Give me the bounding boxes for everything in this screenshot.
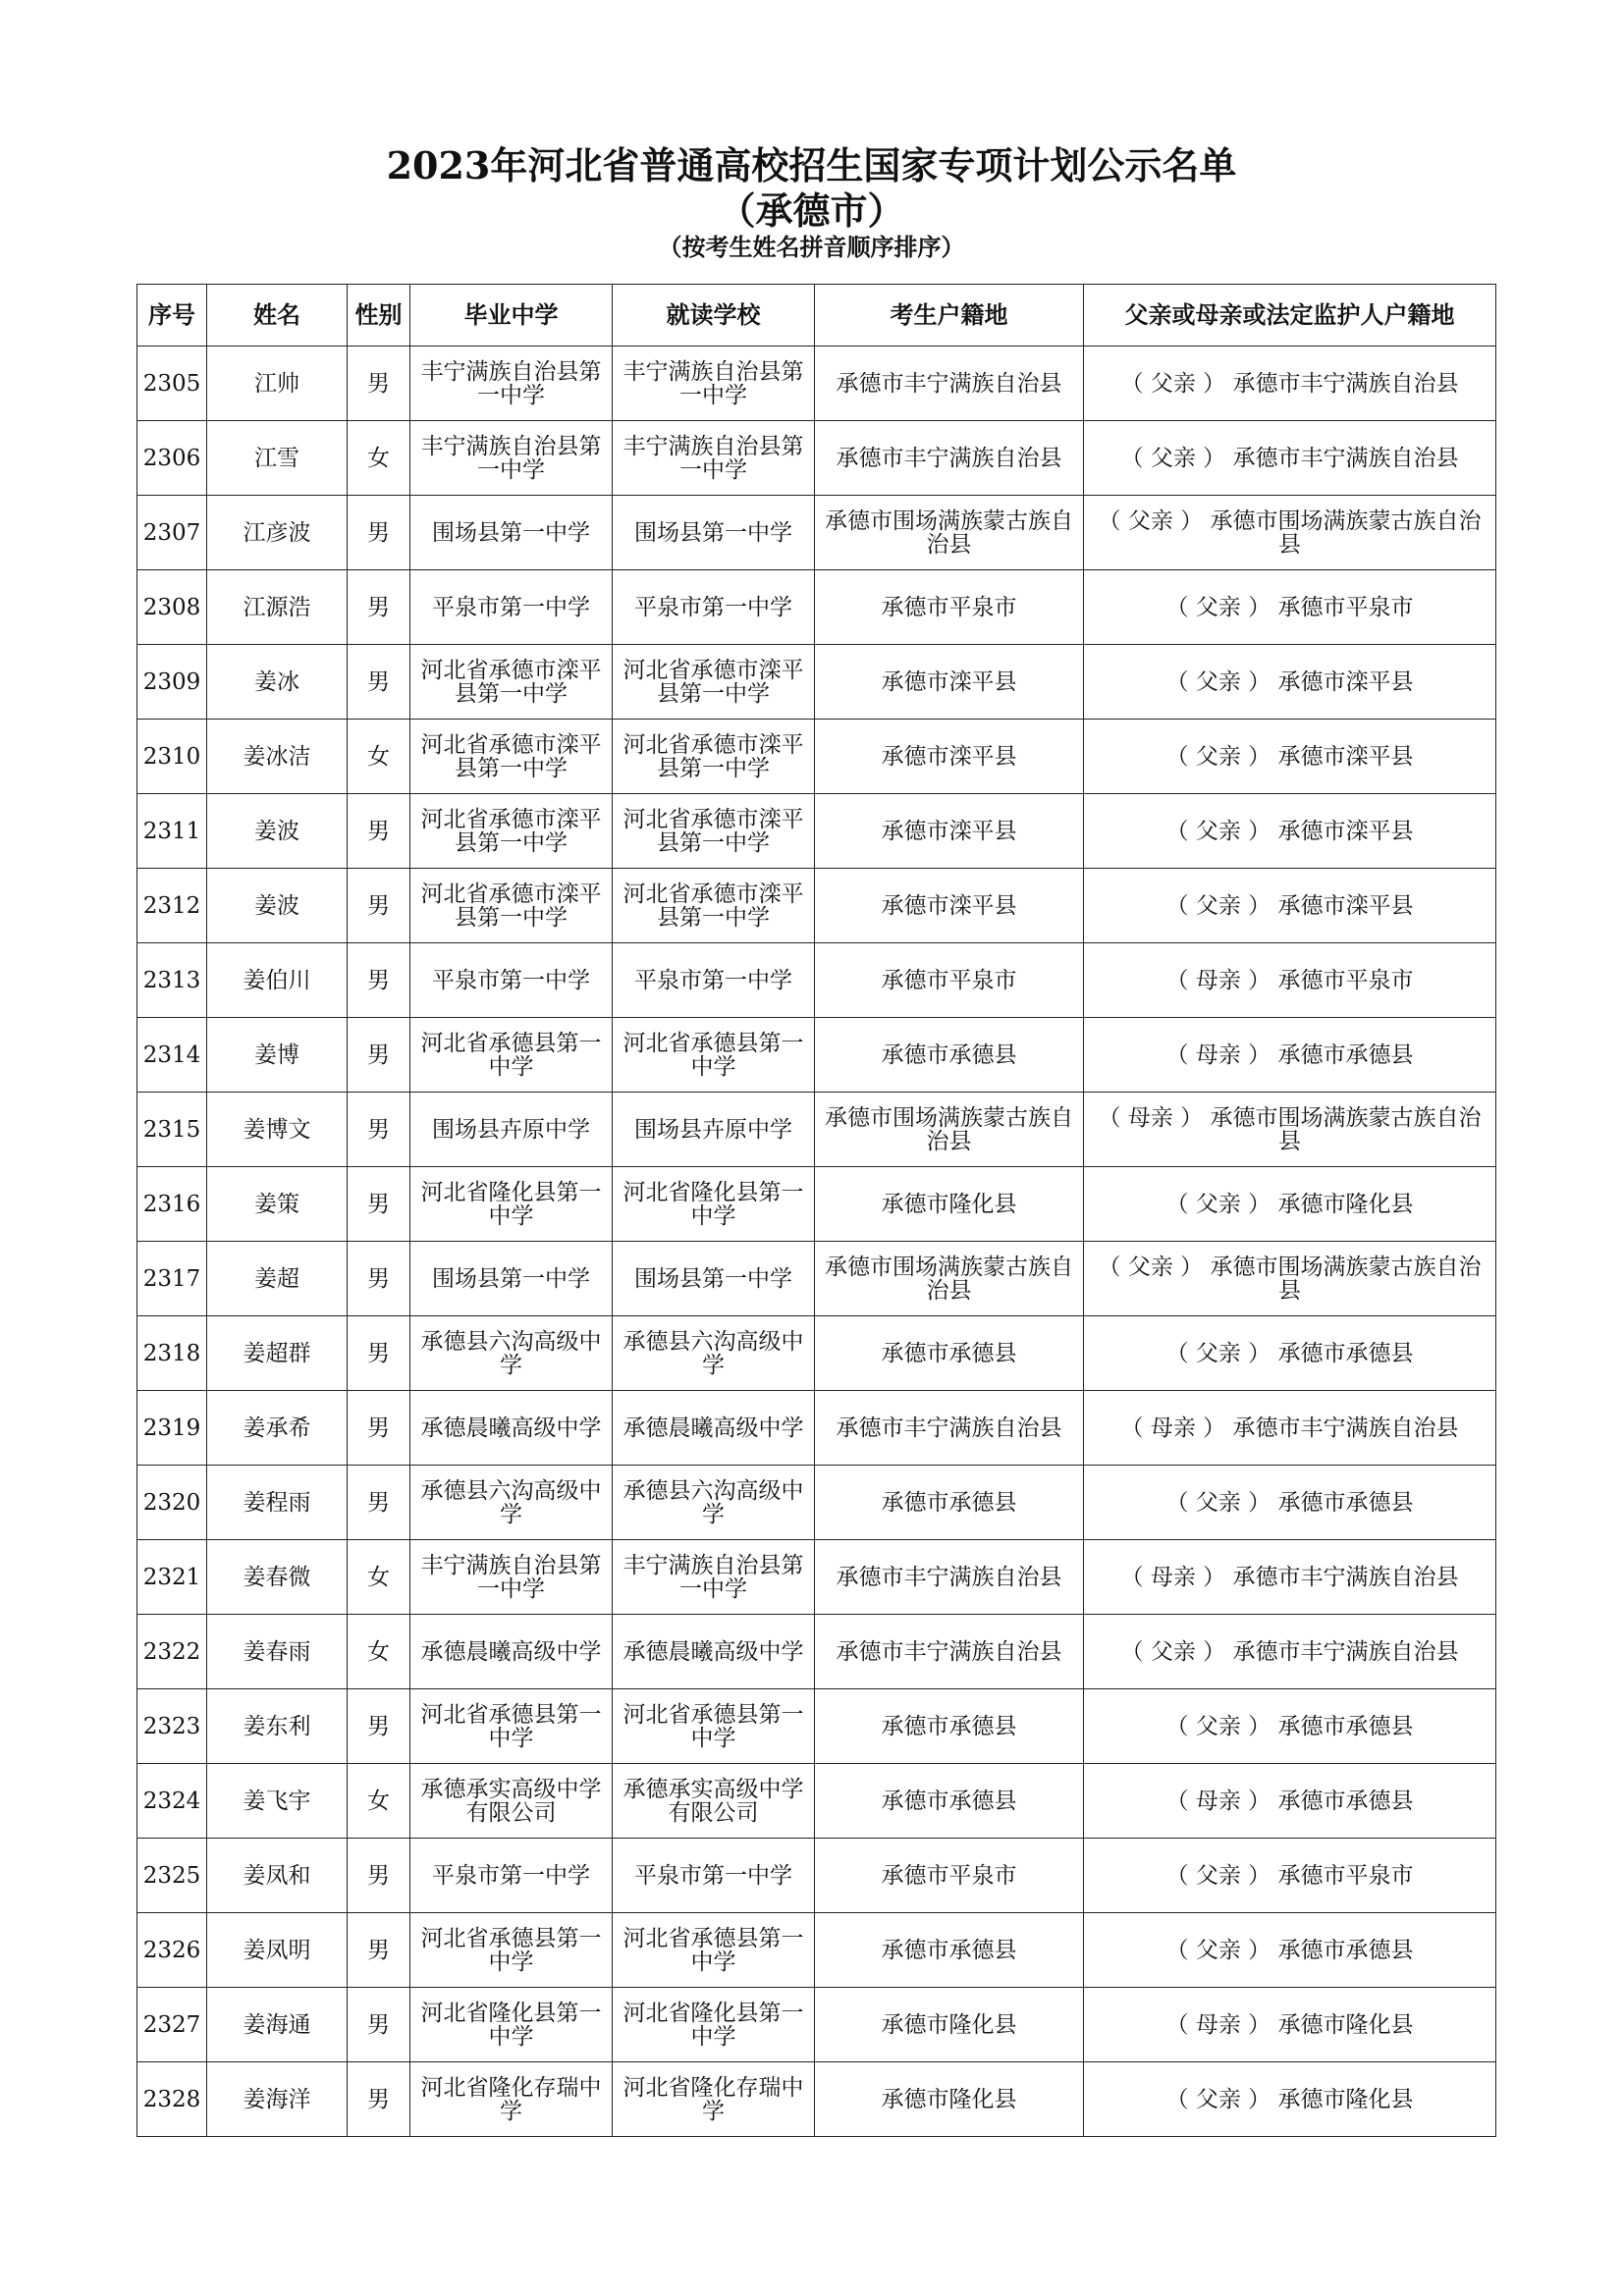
seq-cell: 2309: [137, 645, 207, 720]
current-school-cell: 河北省承德市滦平县第一中学: [613, 869, 815, 943]
table-row: [137, 421, 1496, 496]
column-header-household-registration: 考生户籍地: [815, 285, 1084, 347]
name-cell: 姜波: [207, 869, 348, 943]
current-school-cell: 丰宁满族自治县第一中学: [613, 421, 815, 496]
current-school-cell: 平泉市第一中学: [613, 1839, 815, 1913]
seq-cell: 2306: [137, 421, 207, 496]
seq-cell: 2324: [137, 1764, 207, 1839]
name-cell: 姜东利: [207, 1689, 348, 1764]
gender-cell: 女: [348, 421, 410, 496]
name-cell: 姜冰: [207, 645, 348, 720]
name-cell: 姜超: [207, 1242, 348, 1316]
gender-cell: 男: [348, 570, 410, 645]
gender-cell: 女: [348, 1764, 410, 1839]
current-school-cell: 河北省隆化存瑞中学: [613, 2062, 815, 2137]
name-cell: 姜凤明: [207, 1913, 348, 1988]
guardian-registration-cell: （ 父亲 ） 承德市滦平县: [1084, 720, 1496, 794]
name-cell: 姜伯川: [207, 943, 348, 1018]
graduated-school-cell: 承德晨曦高级中学: [410, 1391, 613, 1466]
guardian-registration-cell: （ 母亲 ） 承德市围场满族蒙古族自治县: [1084, 1093, 1496, 1167]
graduated-school-cell: 围场县第一中学: [410, 496, 613, 570]
sort-note: （按考生姓名拼音顺序排序）: [658, 233, 965, 261]
household-registration-cell: 承德市隆化县: [815, 2062, 1084, 2137]
seq-cell: 2312: [137, 869, 207, 943]
current-school-cell: 承德县六沟高级中学: [613, 1316, 815, 1391]
gender-cell: 男: [348, 347, 410, 421]
guardian-registration-cell: （ 父亲 ） 承德市围场满族蒙古族自治县: [1084, 496, 1496, 570]
page-subtitle: （承德市）: [718, 188, 905, 233]
name-cell: 姜春雨: [207, 1615, 348, 1689]
name-cell: 姜承希: [207, 1391, 348, 1466]
gender-cell: 男: [348, 2062, 410, 2137]
name-cell: 姜策: [207, 1167, 348, 1242]
graduated-school-cell: 河北省承德市滦平县第一中学: [410, 794, 613, 869]
graduated-school-cell: 河北省承德县第一中学: [410, 1018, 613, 1093]
gender-cell: 男: [348, 869, 410, 943]
household-registration-cell: 承德市滦平县: [815, 720, 1084, 794]
household-registration-cell: 承德市滦平县: [815, 869, 1084, 943]
current-school-cell: 河北省承德县第一中学: [613, 1913, 815, 1988]
seq-cell: 2308: [137, 570, 207, 645]
household-registration-cell: 承德市围场满族蒙古族自治县: [815, 1093, 1084, 1167]
seq-cell: 2318: [137, 1316, 207, 1391]
column-header-current-school: 就读学校: [613, 285, 815, 347]
name-cell: 江帅: [207, 347, 348, 421]
gender-cell: 男: [348, 1167, 410, 1242]
admission-list-table: [136, 284, 1496, 2137]
table-row: [137, 1093, 1496, 1167]
seq-cell: 2305: [137, 347, 207, 421]
guardian-registration-cell: （ 父亲 ） 承德市平泉市: [1084, 1839, 1496, 1913]
guardian-registration-cell: （ 父亲 ） 承德市丰宁满族自治县: [1084, 421, 1496, 496]
table-row: [137, 794, 1496, 869]
current-school-cell: 河北省隆化县第一中学: [613, 1988, 815, 2062]
table-row: [137, 1167, 1496, 1242]
column-header-graduated-school: 毕业中学: [410, 285, 613, 347]
current-school-cell: 丰宁满族自治县第一中学: [613, 1540, 815, 1615]
household-registration-cell: 承德市平泉市: [815, 1839, 1084, 1913]
household-registration-cell: 承德市承德县: [815, 1913, 1084, 1988]
household-registration-cell: 承德市承德县: [815, 1764, 1084, 1839]
gender-cell: 男: [348, 645, 410, 720]
guardian-registration-cell: （ 母亲 ） 承德市承德县: [1084, 1018, 1496, 1093]
gender-cell: 男: [348, 1018, 410, 1093]
seq-cell: 2323: [137, 1689, 207, 1764]
table-row: [137, 1466, 1496, 1540]
graduated-school-cell: 河北省隆化县第一中学: [410, 1988, 613, 2062]
gender-cell: 男: [348, 794, 410, 869]
gender-cell: 男: [348, 1689, 410, 1764]
table-body: [137, 347, 1496, 2137]
current-school-cell: 河北省承德市滦平县第一中学: [613, 794, 815, 869]
graduated-school-cell: 河北省承德市滦平县第一中学: [410, 869, 613, 943]
guardian-registration-cell: （ 父亲 ） 承德市承德县: [1084, 1689, 1496, 1764]
current-school-cell: 承德晨曦高级中学: [613, 1391, 815, 1466]
seq-cell: 2310: [137, 720, 207, 794]
graduated-school-cell: 平泉市第一中学: [410, 570, 613, 645]
seq-cell: 2313: [137, 943, 207, 1018]
graduated-school-cell: 承德晨曦高级中学: [410, 1615, 613, 1689]
current-school-cell: 平泉市第一中学: [613, 943, 815, 1018]
seq-cell: 2327: [137, 1988, 207, 2062]
table-row: [137, 720, 1496, 794]
household-registration-cell: 承德市平泉市: [815, 943, 1084, 1018]
gender-cell: 女: [348, 1615, 410, 1689]
graduated-school-cell: 河北省承德市滦平县第一中学: [410, 645, 613, 720]
column-header-seq: 序号: [137, 285, 207, 347]
page-title: 2023年河北省普通高校招生国家专项计划公示名单: [386, 143, 1237, 187]
seq-cell: 2314: [137, 1018, 207, 1093]
table-row: [137, 347, 1496, 421]
seq-cell: 2322: [137, 1615, 207, 1689]
name-cell: 姜海通: [207, 1988, 348, 2062]
name-cell: 姜飞宇: [207, 1764, 348, 1839]
seq-cell: 2307: [137, 496, 207, 570]
household-registration-cell: 承德市丰宁满族自治县: [815, 1615, 1084, 1689]
current-school-cell: 承德晨曦高级中学: [613, 1615, 815, 1689]
guardian-registration-cell: （ 父亲 ） 承德市隆化县: [1084, 1167, 1496, 1242]
guardian-registration-cell: （ 父亲 ） 承德市滦平县: [1084, 645, 1496, 720]
current-school-cell: 围场县第一中学: [613, 496, 815, 570]
graduated-school-cell: 丰宁满族自治县第一中学: [410, 1540, 613, 1615]
table-row: [137, 2062, 1496, 2137]
table-row: [137, 1018, 1496, 1093]
seq-cell: 2319: [137, 1391, 207, 1466]
table-row: [137, 1689, 1496, 1764]
graduated-school-cell: 河北省隆化存瑞中学: [410, 2062, 613, 2137]
gender-cell: 男: [348, 1391, 410, 1466]
current-school-cell: 围场县第一中学: [613, 1242, 815, 1316]
gender-cell: 男: [348, 1466, 410, 1540]
graduated-school-cell: 平泉市第一中学: [410, 1839, 613, 1913]
table-row: [137, 1242, 1496, 1316]
column-header-gender: 性别: [348, 285, 410, 347]
seq-cell: 2325: [137, 1839, 207, 1913]
household-registration-cell: 承德市隆化县: [815, 1167, 1084, 1242]
graduated-school-cell: 丰宁满族自治县第一中学: [410, 421, 613, 496]
gender-cell: 男: [348, 1913, 410, 1988]
graduated-school-cell: 围场县卉原中学: [410, 1093, 613, 1167]
guardian-registration-cell: （ 父亲 ） 承德市承德县: [1084, 1466, 1496, 1540]
table-row: [137, 1764, 1496, 1839]
current-school-cell: 河北省承德市滦平县第一中学: [613, 720, 815, 794]
current-school-cell: 河北省承德县第一中学: [613, 1018, 815, 1093]
household-registration-cell: 承德市围场满族蒙古族自治县: [815, 496, 1084, 570]
seq-cell: 2326: [137, 1913, 207, 1988]
guardian-registration-cell: （ 母亲 ） 承德市平泉市: [1084, 943, 1496, 1018]
name-cell: 姜超群: [207, 1316, 348, 1391]
guardian-registration-cell: （ 母亲 ） 承德市隆化县: [1084, 1988, 1496, 2062]
table-header-row: [137, 285, 1496, 347]
table-row: [137, 1615, 1496, 1689]
current-school-cell: 承德承实高级中学有限公司: [613, 1764, 815, 1839]
table-row: [137, 1839, 1496, 1913]
graduated-school-cell: 河北省承德县第一中学: [410, 1913, 613, 1988]
seq-cell: 2316: [137, 1167, 207, 1242]
household-registration-cell: 承德市承德县: [815, 1466, 1084, 1540]
graduated-school-cell: 承德承实高级中学有限公司: [410, 1764, 613, 1839]
name-cell: 姜波: [207, 794, 348, 869]
name-cell: 江源浩: [207, 570, 348, 645]
household-registration-cell: 承德市滦平县: [815, 645, 1084, 720]
current-school-cell: 河北省隆化县第一中学: [613, 1167, 815, 1242]
graduated-school-cell: 承德县六沟高级中学: [410, 1316, 613, 1391]
graduated-school-cell: 承德县六沟高级中学: [410, 1466, 613, 1540]
guardian-registration-cell: （ 父亲 ） 承德市承德县: [1084, 1913, 1496, 1988]
graduated-school-cell: 河北省承德市滦平县第一中学: [410, 720, 613, 794]
gender-cell: 男: [348, 496, 410, 570]
household-registration-cell: 承德市丰宁满族自治县: [815, 421, 1084, 496]
name-cell: 姜冰洁: [207, 720, 348, 794]
current-school-cell: 承德县六沟高级中学: [613, 1466, 815, 1540]
name-cell: 江彦波: [207, 496, 348, 570]
table-row: [137, 1540, 1496, 1615]
guardian-registration-cell: （ 父亲 ） 承德市丰宁满族自治县: [1084, 347, 1496, 421]
table-row: [137, 1316, 1496, 1391]
guardian-registration-cell: （ 母亲 ） 承德市丰宁满族自治县: [1084, 1391, 1496, 1466]
table-row: [137, 869, 1496, 943]
gender-cell: 男: [348, 1839, 410, 1913]
name-cell: 江雪: [207, 421, 348, 496]
guardian-registration-cell: （ 父亲 ） 承德市隆化县: [1084, 2062, 1496, 2137]
guardian-registration-cell: （ 父亲 ） 承德市围场满族蒙古族自治县: [1084, 1242, 1496, 1316]
column-header-guardian-registration: 父亲或母亲或法定监护人户籍地: [1084, 285, 1496, 347]
gender-cell: 女: [348, 720, 410, 794]
seq-cell: 2328: [137, 2062, 207, 2137]
guardian-registration-cell: （ 母亲 ） 承德市承德县: [1084, 1764, 1496, 1839]
table-row: [137, 645, 1496, 720]
household-registration-cell: 承德市围场满族蒙古族自治县: [815, 1242, 1084, 1316]
graduated-school-cell: 河北省隆化县第一中学: [410, 1167, 613, 1242]
current-school-cell: 丰宁满族自治县第一中学: [613, 347, 815, 421]
table-row: [137, 496, 1496, 570]
name-cell: 姜博: [207, 1018, 348, 1093]
guardian-registration-cell: （ 父亲 ） 承德市承德县: [1084, 1316, 1496, 1391]
household-registration-cell: 承德市滦平县: [815, 794, 1084, 869]
household-registration-cell: 承德市隆化县: [815, 1988, 1084, 2062]
gender-cell: 男: [348, 1316, 410, 1391]
name-cell: 姜凤和: [207, 1839, 348, 1913]
household-registration-cell: 承德市承德县: [815, 1018, 1084, 1093]
guardian-registration-cell: （ 父亲 ） 承德市平泉市: [1084, 570, 1496, 645]
name-cell: 姜春微: [207, 1540, 348, 1615]
guardian-registration-cell: （ 父亲 ） 承德市滦平县: [1084, 794, 1496, 869]
gender-cell: 男: [348, 943, 410, 1018]
name-cell: 姜海洋: [207, 2062, 348, 2137]
graduated-school-cell: 平泉市第一中学: [410, 943, 613, 1018]
seq-cell: 2321: [137, 1540, 207, 1615]
household-registration-cell: 承德市承德县: [815, 1689, 1084, 1764]
table-row: [137, 570, 1496, 645]
seq-cell: 2311: [137, 794, 207, 869]
current-school-cell: 平泉市第一中学: [613, 570, 815, 645]
household-registration-cell: 承德市平泉市: [815, 570, 1084, 645]
current-school-cell: 河北省承德市滦平县第一中学: [613, 645, 815, 720]
gender-cell: 男: [348, 1242, 410, 1316]
table-row: [137, 943, 1496, 1018]
current-school-cell: 河北省承德县第一中学: [613, 1689, 815, 1764]
table-row: [137, 1391, 1496, 1466]
column-header-name: 姓名: [207, 285, 348, 347]
household-registration-cell: 承德市丰宁满族自治县: [815, 1391, 1084, 1466]
graduated-school-cell: 丰宁满族自治县第一中学: [410, 347, 613, 421]
name-cell: 姜博文: [207, 1093, 348, 1167]
household-registration-cell: 承德市承德县: [815, 1316, 1084, 1391]
guardian-registration-cell: （ 母亲 ） 承德市丰宁满族自治县: [1084, 1540, 1496, 1615]
household-registration-cell: 承德市丰宁满族自治县: [815, 347, 1084, 421]
seq-cell: 2320: [137, 1466, 207, 1540]
gender-cell: 男: [348, 1093, 410, 1167]
guardian-registration-cell: （ 父亲 ） 承德市丰宁满族自治县: [1084, 1615, 1496, 1689]
gender-cell: 男: [348, 1988, 410, 2062]
graduated-school-cell: 围场县第一中学: [410, 1242, 613, 1316]
seq-cell: 2317: [137, 1242, 207, 1316]
table-row: [137, 1988, 1496, 2062]
name-cell: 姜程雨: [207, 1466, 348, 1540]
guardian-registration-cell: （ 父亲 ） 承德市滦平县: [1084, 869, 1496, 943]
graduated-school-cell: 河北省承德县第一中学: [410, 1689, 613, 1764]
household-registration-cell: 承德市丰宁满族自治县: [815, 1540, 1084, 1615]
seq-cell: 2315: [137, 1093, 207, 1167]
current-school-cell: 围场县卉原中学: [613, 1093, 815, 1167]
table-row: [137, 1913, 1496, 1988]
gender-cell: 女: [348, 1540, 410, 1615]
